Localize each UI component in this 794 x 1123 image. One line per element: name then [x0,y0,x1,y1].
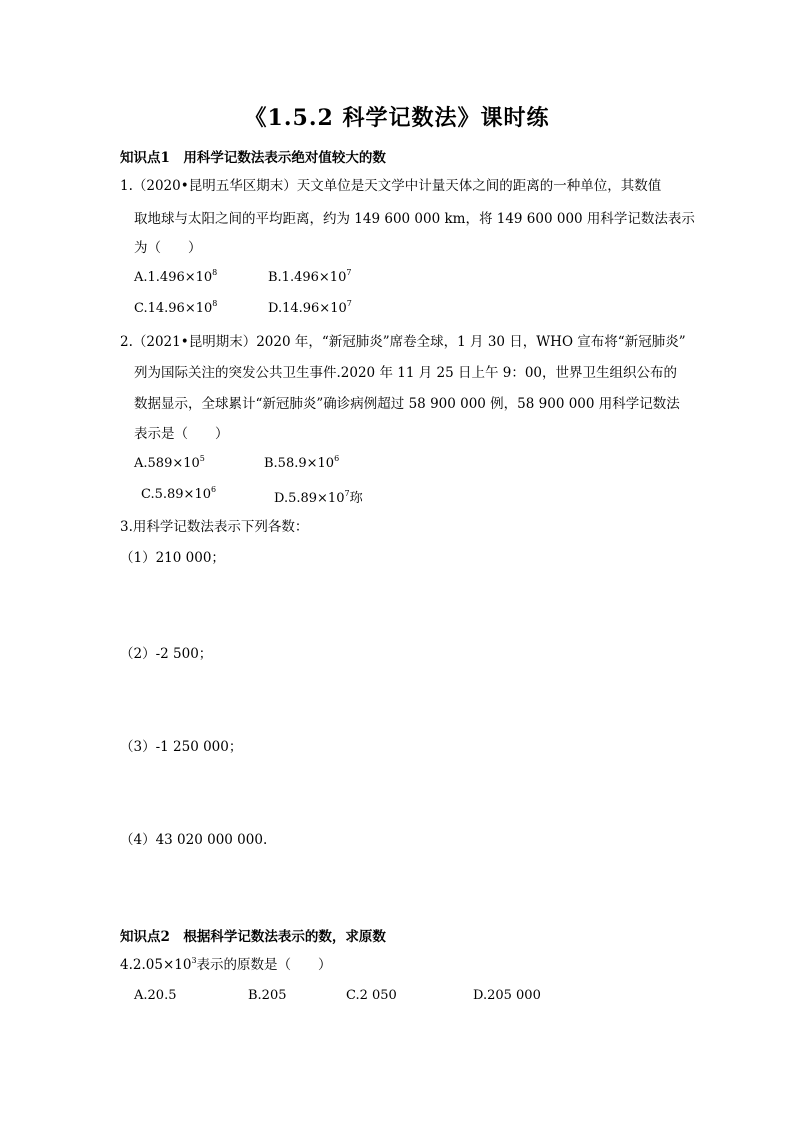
option-exponent: 8 [212,268,218,277]
option-exponent: 7 [346,299,352,308]
option-text: D.14.96×10 [268,301,347,316]
page-title: 《1.5.2 科学记数法》课时练 [244,105,550,131]
question-2-line-3: 数据显示，全球累计“新冠肺炎”确诊病例超过 58 900 000 例，58 900 000 用科学记数法 [134,396,680,412]
question-2-line-4: 表示是（ ） [134,426,229,442]
question-2-line-1: 2.（2021•昆明期末）2020 年，“新冠肺炎”席卷全球，1 月 30 日，WHO 宣布将“新冠肺炎” [120,334,686,350]
option-exponent: 6 [211,485,217,494]
question-3-item-4: （4）43 020 000 000. [120,832,268,848]
question-1-option-c [134,301,217,316]
option-exponent: 5 [199,454,205,463]
question-4-option-b: B.205 [248,988,287,1003]
question-4-stem [120,956,332,974]
question-4-suffix: 表示的原数是（ ） [196,957,332,973]
question-1-line-1: 1.（2020•昆明五华区期末）天文单位是天文学中计量天体之间的距离的一种单位，其数值 [120,178,662,194]
question-2-option-c [141,487,216,502]
question-4-option-d: D.205 000 [473,988,541,1003]
option-text: D.5.89×10 [274,491,345,506]
option-suffix: 珎 [349,491,363,506]
option-text: B.1.496×10 [268,270,347,285]
question-2-line-2: 列为国际关注的突发公共卫生事件.2020 年 11 月 25 日上午 9：00，世界卫生组织公布的 [134,365,678,381]
question-2-option-d [274,487,363,506]
option-exponent: 6 [334,454,340,463]
option-text: C.14.96×10 [134,301,213,316]
question-1-option-d [268,301,352,316]
question-3-item-1: （1）210 000； [120,550,225,566]
question-3-item-2: （2）-2 500； [120,646,213,662]
question-4-option-a: A.20.5 [134,988,177,1003]
option-exponent: 7 [346,268,352,277]
option-text: A.589×10 [134,456,200,471]
option-text: B.58.9×10 [264,456,335,471]
question-1-option-b [268,270,351,285]
section-heading-2: 知识点2 根据科学记数法表示的数，求原数 [120,929,386,945]
question-4-option-c: C.2 050 [346,988,397,1003]
question-2-option-b [264,456,339,471]
question-1-line-2: 取地球与太阳之间的平均距离，约为 149 600 000 km，将 149 600 000 用科学记数法表示 [134,211,695,227]
option-exponent: 7 [344,489,350,498]
section-heading-1: 知识点1 用科学记数法表示绝对值较大的数 [120,150,386,166]
option-exponent: 8 [212,299,218,308]
question-3-stem: 3.用科学记数法表示下列各数： [120,519,309,535]
question-4-prefix: 4.2.05×10 [120,957,192,973]
question-1-line-3: 为（ ） [134,240,202,256]
question-3-item-3: （3）-1 250 000； [120,739,243,755]
option-text: C.5.89×10 [141,487,211,502]
question-1-option-a [134,270,217,285]
question-4-exponent: 3 [191,956,197,965]
question-2-option-a [134,456,205,471]
option-text: A.1.496×10 [134,270,213,285]
